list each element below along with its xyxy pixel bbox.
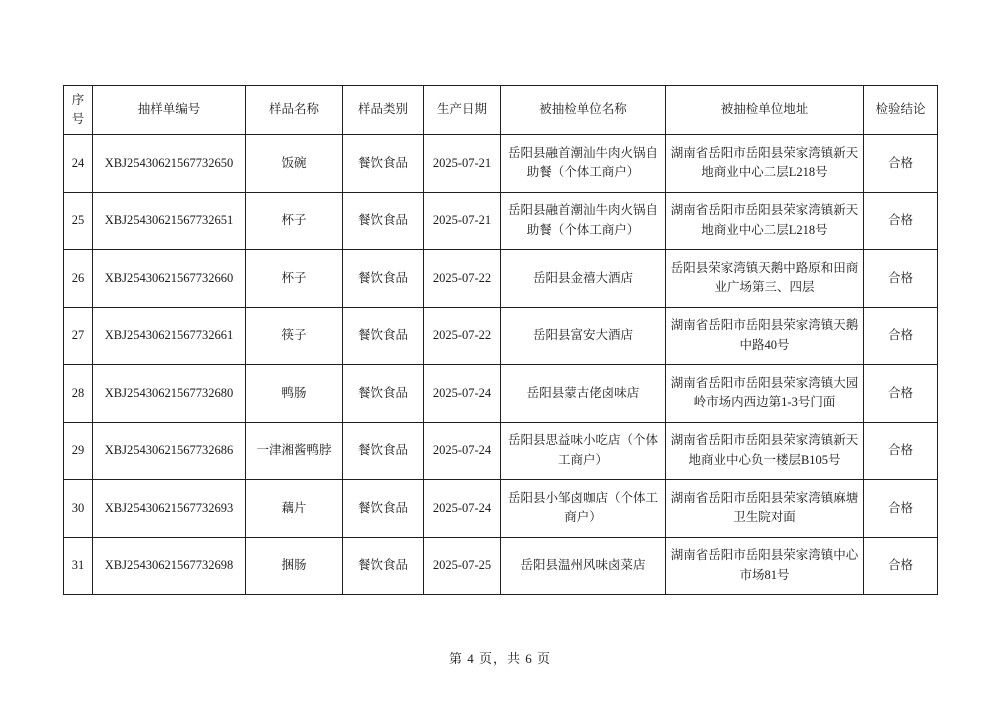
cell-sample-no: XBJ25430621567732693 bbox=[93, 480, 246, 538]
cell-unit-name: 岳阳县融首潮汕牛肉火锅自助餐（个体工商户） bbox=[501, 135, 666, 193]
table-header bbox=[64, 86, 938, 135]
cell-sample-name: 鸭肠 bbox=[246, 365, 343, 423]
cell-unit-address: 湖南省岳阳市岳阳县荣家湾镇新天地商业中心二层L218号 bbox=[666, 192, 864, 250]
cell-sample-no: XBJ25430621567732661 bbox=[93, 307, 246, 365]
table-row bbox=[64, 307, 938, 365]
column-header-category: 样品类别 bbox=[343, 86, 424, 135]
sampling-results-table bbox=[63, 85, 938, 595]
column-header-seq: 序号 bbox=[64, 86, 93, 135]
cell-unit-address: 湖南省岳阳市岳阳县荣家湾镇中心市场81号 bbox=[666, 537, 864, 595]
cell-sample-no: XBJ25430621567732686 bbox=[93, 422, 246, 480]
table-row bbox=[64, 480, 938, 538]
cell-production-date: 2025-07-24 bbox=[424, 480, 501, 538]
page-number: 第 4 页，共 6 页 bbox=[448, 651, 551, 666]
cell-production-date: 2025-07-22 bbox=[424, 307, 501, 365]
header-row bbox=[64, 86, 938, 135]
cell-sample-no: XBJ25430621567732650 bbox=[93, 135, 246, 193]
cell-category: 餐饮食品 bbox=[343, 537, 424, 595]
cell-unit-address: 湖南省岳阳市岳阳县荣家湾镇新天地商业中心二层L218号 bbox=[666, 135, 864, 193]
column-header-sample-name: 样品名称 bbox=[246, 86, 343, 135]
cell-sample-name: 一津湘酱鸭脖 bbox=[246, 422, 343, 480]
cell-sample-no: XBJ25430621567732660 bbox=[93, 250, 246, 308]
cell-seq: 29 bbox=[64, 422, 93, 480]
cell-production-date: 2025-07-21 bbox=[424, 135, 501, 193]
cell-result: 合格 bbox=[864, 135, 938, 193]
table-row bbox=[64, 422, 938, 480]
cell-seq: 27 bbox=[64, 307, 93, 365]
cell-sample-name: 筷子 bbox=[246, 307, 343, 365]
cell-production-date: 2025-07-24 bbox=[424, 365, 501, 423]
column-header-unit-name: 被抽检单位名称 bbox=[501, 86, 666, 135]
cell-result: 合格 bbox=[864, 422, 938, 480]
cell-seq: 28 bbox=[64, 365, 93, 423]
cell-result: 合格 bbox=[864, 480, 938, 538]
cell-unit-name: 岳阳县小邹卤咖店（个体工商户） bbox=[501, 480, 666, 538]
cell-category: 餐饮食品 bbox=[343, 135, 424, 193]
cell-sample-no: XBJ25430621567732680 bbox=[93, 365, 246, 423]
cell-production-date: 2025-07-24 bbox=[424, 422, 501, 480]
cell-unit-address: 湖南省岳阳市岳阳县荣家湾镇天鹅中路40号 bbox=[666, 307, 864, 365]
cell-sample-no: XBJ25430621567732651 bbox=[93, 192, 246, 250]
cell-seq: 26 bbox=[64, 250, 93, 308]
cell-result: 合格 bbox=[864, 537, 938, 595]
cell-sample-name: 藕片 bbox=[246, 480, 343, 538]
cell-sample-no: XBJ25430621567732698 bbox=[93, 537, 246, 595]
cell-result: 合格 bbox=[864, 365, 938, 423]
cell-unit-address: 岳阳县荣家湾镇天鹅中路原和田商业广场第三、四层 bbox=[666, 250, 864, 308]
cell-category: 餐饮食品 bbox=[343, 250, 424, 308]
column-header-unit-address: 被抽检单位地址 bbox=[666, 86, 864, 135]
cell-unit-address: 湖南省岳阳市岳阳县荣家湾镇大园岭市场内西边第1-3号门面 bbox=[666, 365, 864, 423]
table-row bbox=[64, 192, 938, 250]
cell-result: 合格 bbox=[864, 250, 938, 308]
cell-result: 合格 bbox=[864, 192, 938, 250]
cell-sample-name: 捆肠 bbox=[246, 537, 343, 595]
cell-unit-name: 岳阳县融首潮汕牛肉火锅自助餐（个体工商户） bbox=[501, 192, 666, 250]
cell-seq: 31 bbox=[64, 537, 93, 595]
cell-seq: 24 bbox=[64, 135, 93, 193]
cell-unit-name: 岳阳县温州风味卤菜店 bbox=[501, 537, 666, 595]
table-body bbox=[64, 135, 938, 595]
cell-production-date: 2025-07-21 bbox=[424, 192, 501, 250]
cell-unit-address: 湖南省岳阳市岳阳县荣家湾镇麻塘卫生院对面 bbox=[666, 480, 864, 538]
cell-category: 餐饮食品 bbox=[343, 192, 424, 250]
cell-unit-name: 岳阳县蒙古佬卤味店 bbox=[501, 365, 666, 423]
cell-seq: 25 bbox=[64, 192, 93, 250]
cell-unit-name: 岳阳县思益味小吃店（个体工商户） bbox=[501, 422, 666, 480]
table-row bbox=[64, 365, 938, 423]
table-row bbox=[64, 537, 938, 595]
cell-seq: 30 bbox=[64, 480, 93, 538]
cell-category: 餐饮食品 bbox=[343, 307, 424, 365]
cell-sample-name: 杯子 bbox=[246, 192, 343, 250]
cell-production-date: 2025-07-22 bbox=[424, 250, 501, 308]
table-row bbox=[64, 135, 938, 193]
cell-category: 餐饮食品 bbox=[343, 422, 424, 480]
table-row bbox=[64, 250, 938, 308]
column-header-production-date: 生产日期 bbox=[424, 86, 501, 135]
cell-production-date: 2025-07-25 bbox=[424, 537, 501, 595]
cell-unit-name: 岳阳县富安大酒店 bbox=[501, 307, 666, 365]
cell-sample-name: 饭碗 bbox=[246, 135, 343, 193]
cell-category: 餐饮食品 bbox=[343, 365, 424, 423]
column-header-sample-no: 抽样单编号 bbox=[93, 86, 246, 135]
cell-result: 合格 bbox=[864, 307, 938, 365]
cell-sample-name: 杯子 bbox=[246, 250, 343, 308]
column-header-result: 检验结论 bbox=[864, 86, 938, 135]
cell-category: 餐饮食品 bbox=[343, 480, 424, 538]
cell-unit-address: 湖南省岳阳市岳阳县荣家湾镇新天地商业中心负一楼层B105号 bbox=[666, 422, 864, 480]
cell-unit-name: 岳阳县金禧大酒店 bbox=[501, 250, 666, 308]
